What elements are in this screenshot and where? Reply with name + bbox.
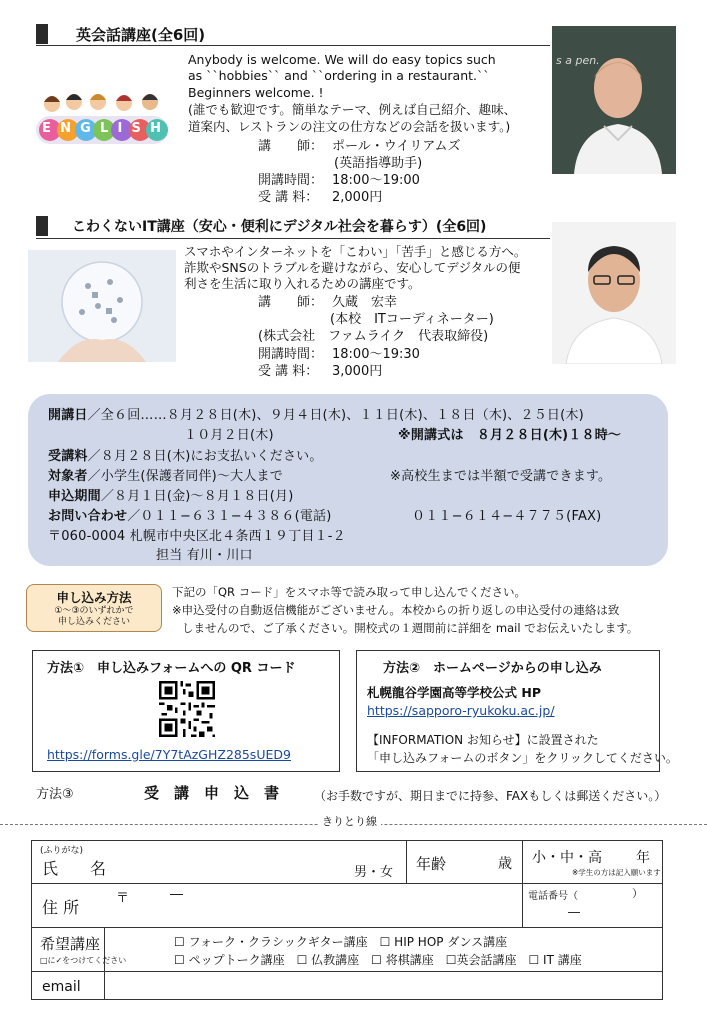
method1-url-link[interactable]: https://forms.gle/7Y7tAzGHZ285sUED9 <box>47 747 291 762</box>
english-section-marker <box>36 24 48 44</box>
it-time-label: 開講時間： <box>258 347 324 362</box>
method3-note: （お手数ですが、期日までに持参、FAXもしくは郵送ください。） <box>314 789 667 803</box>
contact-label: お問い合わせ <box>48 509 128 524</box>
it-time-value: 18:00〜19:30 <box>332 347 420 362</box>
english-time-label: 開講時間： <box>258 173 324 188</box>
gender-select[interactable]: 男・女 <box>354 865 394 880</box>
course-options-row-1[interactable]: ☐ フォーク・クラシックギター講座 ☐ HIP HOP ダンス講座 <box>174 935 508 949</box>
contact-row <box>48 505 332 524</box>
address-text: 〒060-0004 札幌市中央区北４条西１９丁目１-２ <box>48 529 346 544</box>
phone-input[interactable] <box>530 901 654 923</box>
method1-box <box>32 650 340 772</box>
address-input[interactable] <box>116 903 516 923</box>
form-col-line-age-end <box>522 841 523 927</box>
it-section-marker <box>36 216 48 236</box>
dates-row <box>48 404 584 423</box>
it-teacher-name: 久蔵 宏幸 <box>332 295 398 310</box>
english-teacher-label: 講 師： <box>258 139 324 154</box>
name-input[interactable] <box>142 845 342 879</box>
address-label: 住 所 <box>42 898 80 917</box>
english-teacher-role: (英語指導助手) <box>334 156 423 171</box>
method2-note-2: 「申し込みフォームのボタン」をクリックしてください。 <box>367 751 678 765</box>
method1-title: 方法① 申し込みフォームへの QR コード <box>47 661 296 676</box>
target-text: ／小学生(保護者同伴)〜大人まで <box>87 469 283 484</box>
target-row <box>48 465 283 484</box>
staff-text: 担当 有川・川口 <box>156 548 253 563</box>
contact-tel: ／０１１−６３１−４３８６(電話) <box>127 509 332 524</box>
english-badge-text: ENGLISH <box>42 121 171 136</box>
it-globe-illustration <box>28 250 176 362</box>
cut-line-label: きりとり線 <box>318 813 381 831</box>
furigana-label: (ふりがな) <box>40 846 84 856</box>
postal-mark: 〒 <box>116 891 130 906</box>
apply-note-3: しませんので、ご了承ください。開校式の１週間前に詳細を mail でお伝えいたします。 <box>182 621 639 635</box>
dates-label: 開講日 <box>48 408 88 423</box>
apply-method-badge <box>26 584 162 632</box>
english-badge-illustration <box>32 90 172 148</box>
fee-row <box>48 445 323 464</box>
phone-dash: ― <box>568 905 580 919</box>
it-teacher-role-2: (株式会社 ファムライク 代表取締役) <box>258 329 489 344</box>
it-course-title: こわくないIT講座（安心・便利にデジタル社会を暮らす）(全6回) <box>72 219 487 235</box>
apply-note-1: 下記の「QR コード」をスマホ等で読み取って申し込んでください。 <box>172 585 526 599</box>
application-form <box>31 840 663 1000</box>
period-text: ／８月１日(金)〜８月１８日(月) <box>100 489 294 504</box>
english-fee-value: 2,000円 <box>332 190 383 205</box>
form-row-line-1 <box>32 883 662 884</box>
it-teacher-role-1: (本校 ITコーディネーター) <box>330 312 494 327</box>
english-teacher-name: ポール・ウイリアムズ <box>332 139 461 154</box>
it-desc-3: 利さを生活に取り入れるための講座です。 <box>184 276 421 291</box>
grade-unit: 年 <box>636 850 650 866</box>
apply-badge-title: 申し込み方法 <box>56 590 132 605</box>
course-info-box <box>28 394 668 566</box>
english-desc-en-2: as ``hobbies`` and ``ordering in a restaurant.`` <box>188 68 490 83</box>
english-desc-ja-1: (誰でも歓迎です。簡単なテーマ、例えば自己紹介、趣味、 <box>188 102 517 117</box>
name-label: 氏 名 <box>42 859 107 878</box>
it-teacher-photo <box>552 222 676 364</box>
apply-badge-sub-1: ①〜③のいずれかで <box>54 606 134 616</box>
method2-site: 札幌龍谷学園高等学校公式 HP <box>367 685 541 700</box>
method2-box <box>356 650 678 772</box>
course-options-row-2[interactable]: ☐ ペップトーク講座 ☐ 仏教講座 ☐ 将棋講座 ☐英会話講座 ☐ IT 講座 <box>174 953 582 967</box>
dates-text-2: １０月２日(木) <box>184 428 274 443</box>
method2-title: 方法② ホームページからの申し込み <box>383 661 602 676</box>
email-label: email <box>42 979 81 995</box>
age-input[interactable] <box>452 847 492 877</box>
period-label: 申込期間 <box>48 489 101 504</box>
fee-text: ／８月２８日(木)にお支払いください。 <box>87 449 323 464</box>
method3-label: 方法③ <box>36 787 74 802</box>
method2-url-link[interactable]: https://sapporo-ryukoku.ac.jp/ <box>367 703 555 718</box>
course-note: □に✓をつけてください <box>40 956 127 965</box>
email-input[interactable] <box>112 975 652 997</box>
english-desc-en-1: Anybody is welcome. We will do easy topics such <box>188 52 496 67</box>
it-fee-label: 受 講 料： <box>258 364 319 379</box>
course-label: 希望講座 <box>40 935 101 953</box>
postal-dash: ― <box>170 887 183 902</box>
english-teacher-photo <box>552 26 676 174</box>
target-label: 対象者 <box>48 469 88 484</box>
grade-label[interactable]: 小・中・高 <box>532 850 602 866</box>
english-desc-ja-2: 道案内、レストランの注文の仕方などの会話を扱います。) <box>188 119 511 134</box>
it-title-rule <box>36 238 550 239</box>
it-fee-value: 3,000円 <box>332 364 383 379</box>
english-time-value: 18:00〜19:00 <box>332 173 420 188</box>
it-teacher-label: 講 師： <box>258 295 324 310</box>
grade-note: ※学生の方は記入願います <box>572 868 661 877</box>
age-unit: 歳 <box>498 856 512 872</box>
it-desc-2: 詐欺やSNSのトラブルを避けながら、安心してデジタルの便 <box>184 260 521 275</box>
it-desc-1: スマホやインターネットを「こわい」「苦手」と感じる方へ。 <box>184 244 527 259</box>
method2-note-1: 【INFORMATION お知らせ】に設置された <box>367 733 599 747</box>
phone-paren: ） <box>632 887 643 900</box>
form-row-line-2 <box>32 927 662 928</box>
apply-note-2: ※申込受付の自動返信機能がございません。本校からの折り返しの申込受付の連絡は致 <box>172 603 620 617</box>
form-row-line-3 <box>32 971 662 972</box>
dates-text: ／全６回……８月２８日(木)、９月４日(木)、１１日(木)、１８日（木)、２５日(木) <box>87 408 584 423</box>
form-col-line-name-end <box>406 841 407 883</box>
contact-fax: ０１１−６１４−４７７５(FAX) <box>412 509 602 524</box>
english-desc-en-3: Beginners welcome. ! <box>188 85 324 100</box>
english-course-title: 英会話講座(全6回) <box>76 26 206 44</box>
discount-note: ※高校生までは半額で受講できます。 <box>390 469 612 484</box>
opening-ceremony-note: ※開講式は ８月２８日(木)１８時〜 <box>398 428 622 443</box>
fee-label: 受講料 <box>48 449 88 464</box>
method3-title: 受 講 申 込 書 <box>144 784 280 802</box>
phone-label: 電話番号（ <box>528 891 578 902</box>
period-row <box>48 485 294 504</box>
english-title-rule <box>36 45 550 46</box>
apply-badge-sub-2: 申し込みください <box>57 617 130 627</box>
age-label: 年齢 <box>416 855 447 873</box>
english-photo-board-text: s a pen. <box>556 54 600 67</box>
qr-code[interactable] <box>159 681 215 737</box>
english-fee-label: 受 講 料： <box>258 190 319 205</box>
